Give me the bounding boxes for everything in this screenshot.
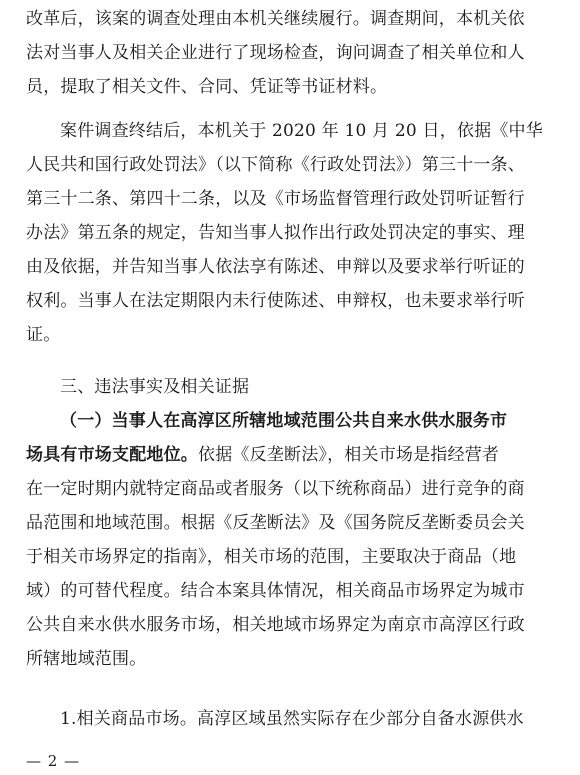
text-line: 法对当事人及相关企业进行了现场检查，询问调查了相关单位和人 bbox=[26, 43, 525, 63]
page-number: — 2 — bbox=[26, 752, 81, 770]
text-line: 1.相关商品市场。高淳区域虽然实际存在少部分自备水源供水 bbox=[60, 709, 524, 729]
text-line: 权利。当事人在法定期限内未行使陈述、申辩权，也未要求举行听 bbox=[26, 291, 525, 311]
text-line: 由及依据，并告知当事人依法享有陈述、申辩以及要求举行听证的 bbox=[26, 257, 525, 277]
paragraph-market-dominance bbox=[26, 404, 562, 676]
text-line: 于相关市场界定的指南》，相关市场的范围，主要取决于商品（地 bbox=[26, 547, 517, 567]
text-line: 人民共和国行政处罚法》（以下简称《行政处罚法》）第三十一条、 bbox=[26, 155, 525, 175]
paragraph-hearing-notice bbox=[26, 114, 562, 352]
text-line: 公共自来水供水服务市场，相关地域市场界定为南京市高淳区行政 bbox=[26, 615, 525, 635]
text-line: 改革后，该案的调查处理由本机关继续履行。调查期间，本机关依 bbox=[26, 9, 525, 29]
text-line: 品范围和地域范围。根据《反垄断法》及《国务院反垄断委员会关 bbox=[26, 513, 525, 533]
text-line: 域）的可替代程度。结合本案具体情况，相关商品市场界定为城市 bbox=[26, 581, 525, 601]
text-line: 员，提取了相关文件、合同、凭证等书证材料。 bbox=[26, 77, 388, 97]
text-line: 证。 bbox=[26, 325, 61, 345]
text-line bbox=[26, 438, 562, 472]
text-line: 所辖地域范围。 bbox=[26, 649, 147, 669]
bold-text-segment: 场具有市场支配地位。 bbox=[26, 445, 198, 465]
text-line: 第三十二条、第四十二条，以及《市场监督管理行政处罚听证暂行 bbox=[26, 189, 525, 209]
text-line: 办法》第五条的规定，告知当事人拟作出行政处罚决定的事实、理 bbox=[26, 223, 525, 243]
text-segment: 依据《反垄断法》，相关市场是指经营者 bbox=[198, 445, 500, 465]
text-line: 在一定时期内就特定商品或者服务（以下统称商品）进行竞争的商 bbox=[26, 479, 525, 499]
section-heading: 三、违法事实及相关证据 bbox=[60, 377, 250, 397]
bold-text-line: （一）当事人在高淳区所辖地域范围公共自来水供水服务市 bbox=[60, 411, 508, 431]
text-line: 案件调查终结后，本机关于 2020 年 10 月 20 日，依据《中华 bbox=[60, 121, 543, 141]
paragraph-product-market bbox=[26, 702, 562, 736]
paragraph-investigation bbox=[26, 2, 562, 104]
